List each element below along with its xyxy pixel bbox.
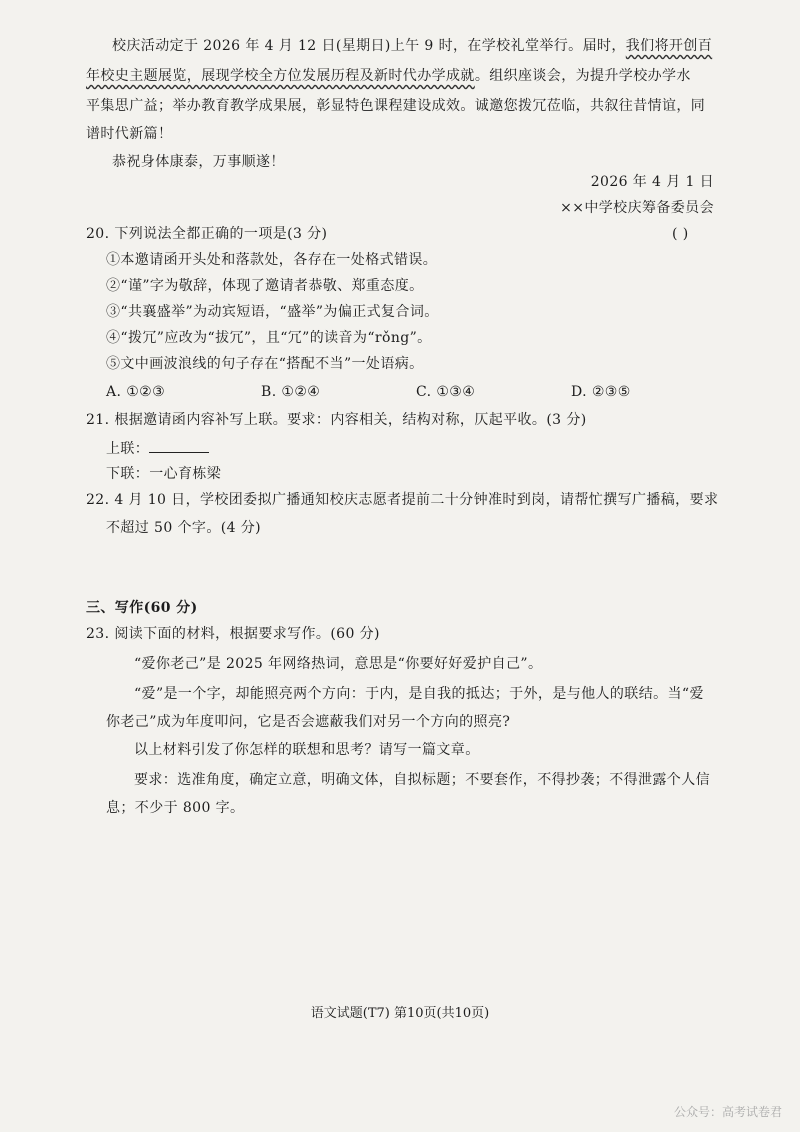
q20-item-4: ④“拨冗”应改为“拔冗”，且“冗”的读音为“rǒng”。: [106, 330, 432, 346]
q20-option-d: D. ②③⑤: [571, 384, 631, 400]
q20-answer-paren: ( ): [672, 226, 689, 242]
q20-item-1: ①本邀请函开头处和落款处，各存在一处格式错误。: [106, 252, 438, 268]
page-footer: 语文试题(T7) 第10页(共10页): [310, 1006, 490, 1021]
q20-stem: 20. 下列说法全都正确的一项是(3 分): [86, 226, 328, 242]
text-segment: 。组织座谈会，为提升学校办学水: [474, 68, 691, 84]
text-segment: 平集思广益；举办教育教学成果展，彰显特色课程建设成效: [86, 98, 461, 114]
q22-line2: 不超过 50 个字。(4 分): [106, 520, 261, 536]
q23-requirements-line1: 要求：选准角度，确定立意，明确文体，自拟标题；不要套作，不得抄袭；不得泄露个人信: [134, 772, 710, 788]
wavy-underlined-text: 我们将开创百: [625, 38, 713, 54]
q21-upper-couplet: [106, 438, 209, 459]
q23-material-2-line1: “爱”是一个字，却能照亮两个方向：于内，是自我的抵达；于外，是与他人的联结。当“爱: [134, 686, 704, 702]
invitation-date: 2026 年 4 月 1 日: [590, 174, 714, 190]
q23-material-1: “爱你老己”是 2025 年网络热词，意思是“你要好好爱护自己”。: [134, 656, 543, 672]
watermark: 公众号：高考试卷君: [673, 1105, 782, 1119]
q21-upper-label: 上联：: [106, 441, 150, 457]
invitation-para1-line2: [86, 66, 691, 86]
q23-stem: 23. 阅读下面的材料，根据要求写作。(60 分): [86, 626, 380, 642]
text-segment: 。诚邀您拨冗莅临，共叙往昔情谊，同: [460, 98, 706, 114]
q20-item-2: ②“谨”字为敬辞，体现了邀请者恭敬、郑重态度。: [106, 278, 424, 294]
invitation-signature: ××中学校庆筹备委员会: [560, 200, 714, 216]
q23-material-2-line2: 你老己”成为年度叩问，它是否会遮蔽我们对另一个方向的照亮?: [106, 714, 511, 730]
q21-stem: 21. 根据邀请函内容补写上联。要求：内容相关，结构对称，仄起平收。(3 分): [86, 412, 587, 428]
invitation-para1-line1: [112, 36, 712, 56]
q23-prompt: 以上材料引发了你怎样的联想和思考？请写一篇文章。: [134, 742, 480, 758]
answer-blank: [149, 438, 209, 453]
section-writing-title: 三、写作(60 分): [86, 600, 198, 616]
q22-line1: 22. 4 月 10 日，学校团委拟广播通知校庆志愿者提前二十分钟准时到岗，请帮忙撰写广播稿，要求: [86, 492, 719, 508]
invitation-para1-line4: 谱时代新篇！: [86, 126, 173, 142]
invitation-para1-line3: [86, 96, 705, 116]
q23-requirements-line2: 息；不少于 800 字。: [106, 800, 245, 816]
q20-options: [106, 382, 726, 402]
invitation-wish: 恭祝身体康泰，万事顺遂！: [112, 154, 285, 170]
q20-option-b: B. ①②④: [261, 384, 321, 400]
q21-lower-couplet: 下联：一心育栋梁: [106, 466, 222, 482]
q20-option-a: A. ①②③: [106, 384, 166, 400]
q20-item-5: ⑤文中画波浪线的句子存在“搭配不当”一处语病。: [106, 356, 424, 372]
q20-item-3: ③“共襄盛举”为动宾短语，“盛举”为偏正式复合词。: [106, 304, 439, 320]
q20-option-c: C. ①③④: [416, 384, 476, 400]
wavy-underlined-text: 年校史主题展览，展现学校全方位发展历程及新时代办学成就: [86, 68, 475, 84]
text-segment: 校庆活动定于 2026 年 4 月 12 日(星期日)上午 9 时，在学校礼堂举行。届时，: [112, 38, 626, 54]
